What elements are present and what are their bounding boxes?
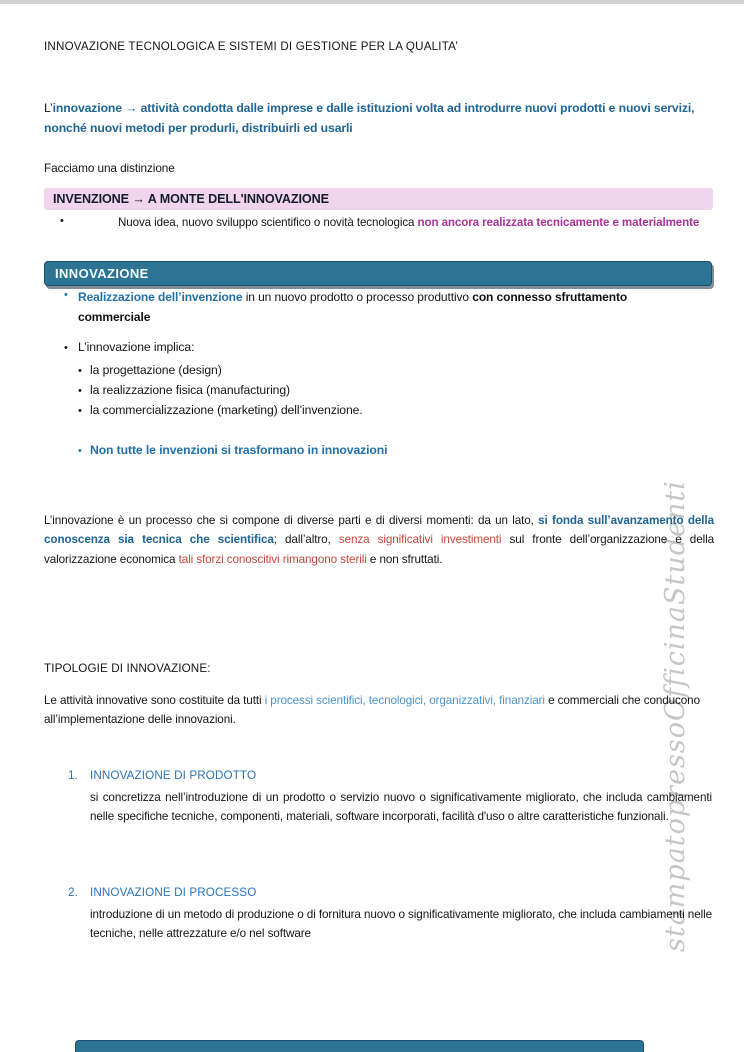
typ-p3: e commerciali che conducono all’implementazione delle innovazioni. <box>44 694 700 727</box>
numbered-item-2-body: introduzione di un metodo di produzione o di fornitura nuovo o significativamente migliorato, che includa cambiamenti nelle tecniche, nelle attrezzature e/o nel software <box>90 908 712 941</box>
innovation-banner: INNOVAZIONE <box>44 261 712 286</box>
invention-bullet-plain: Nuova idea, nuovo sviluppo scientifico o novità tecnologica <box>118 216 418 229</box>
sub-bullet-progettazione: la progettazione (design) <box>90 363 222 377</box>
watermark: stampatopressoOfficinaStudenti <box>660 480 691 952</box>
intro-definition: attività condotta dalle imprese e dalle istituzioni volta ad introdurre nuovi prodotti e nuovi servizi, nonché nuovi metodi per produrli, distribuirli ed usarli <box>44 101 695 135</box>
bullet-marker <box>78 365 82 377</box>
intro-prefix: L’ <box>44 101 53 115</box>
next-section-banner-cutoff <box>75 1040 644 1052</box>
typologies-heading: TIPOLOGIE DI INNOVAZIONE: <box>44 662 211 675</box>
proc-p7: e non sfruttati. <box>366 552 443 566</box>
realizzazione-bold: con connesso sfruttamento commerciale <box>78 290 628 324</box>
bullet-marker <box>78 385 82 397</box>
typologies-paragraph <box>44 691 712 730</box>
numbered-item-2-heading <box>68 886 256 899</box>
invention-banner: INVENZIONE → A MONTE DELL'INNOVAZIONE <box>44 188 713 210</box>
typ-p2: i processi scientifici, tecnologici, organizzativi, finanziari <box>264 694 545 707</box>
numbered-item-1-heading <box>68 769 256 782</box>
proc-p1: L’innovazione è un processo che si compone di diverse parti e di diversi momenti: da un lato, <box>44 514 539 527</box>
sub-bullet-commercializzazione: la commercializzazione (marketing) dell’invenzione. <box>90 403 363 417</box>
numbered-item-1-body: si concretizza nell’introduzione di un prodotto o servizio nuovo o significativamente migliorato, che includa cambiamenti nelle specifiche tecniche, componenti, materiali, software incorporati, facilità d'uso o altre caratteristiche funzionali. <box>90 791 712 824</box>
proc-p5: sul fronte dell’organizzazione e della valorizzazione economica <box>44 533 715 566</box>
proc-p6: tali sforzi conoscitivi rimangono sterili <box>178 552 367 566</box>
sub-bullet-realizzazione-fisica: la realizzazione fisica (manufacturing) <box>90 383 290 397</box>
term-innovazione: innovazione <box>52 101 122 115</box>
page-title: INNOVAZIONE TECNOLOGICA E SISTEMI DI GESTIONE PER LA QUALITA’ <box>44 40 458 53</box>
realizzazione-lead: Realizzazione dell’invenzione <box>78 290 243 304</box>
proc-p3: ; dall’altro, <box>273 533 339 547</box>
bullet-marker <box>60 215 64 227</box>
distinction-note: Facciamo una distinzione <box>44 161 175 175</box>
bullet-marker <box>64 289 68 301</box>
bullet-implica: L’innovazione implica: <box>78 340 195 354</box>
item-1-number: 1. <box>68 769 78 782</box>
bullet-marker <box>64 342 68 354</box>
typ-p1: Le attività innovative sono costituite da tutti <box>44 694 265 707</box>
invention-bullet <box>72 213 720 232</box>
item-2-title: INNOVAZIONE DI PROCESSO <box>90 886 257 899</box>
bullet-non-tutte: Non tutte le invenzioni si trasformano in innovazioni <box>90 443 388 457</box>
bullet-realizzazione <box>78 287 688 327</box>
item-1-title: INNOVAZIONE DI PRODOTTO <box>90 769 257 782</box>
arrow-glyph: → <box>125 101 138 115</box>
bullet-marker <box>78 445 82 457</box>
page-top-border <box>0 0 744 4</box>
process-paragraph <box>44 511 714 569</box>
realizzazione-mid: in un nuovo prodotto o processo produttivo <box>242 290 473 304</box>
proc-p2: si fonda sull’avanzamento della conoscenza sia tecnica che scientifica <box>44 514 714 547</box>
intro-paragraph <box>44 99 718 138</box>
proc-p4: senza significativi investimenti <box>338 533 502 547</box>
invention-bullet-highlight: non ancora realizzata tecnicamente e materialmente <box>417 216 700 229</box>
bullet-marker <box>78 405 82 417</box>
item-2-number: 2. <box>68 886 78 899</box>
